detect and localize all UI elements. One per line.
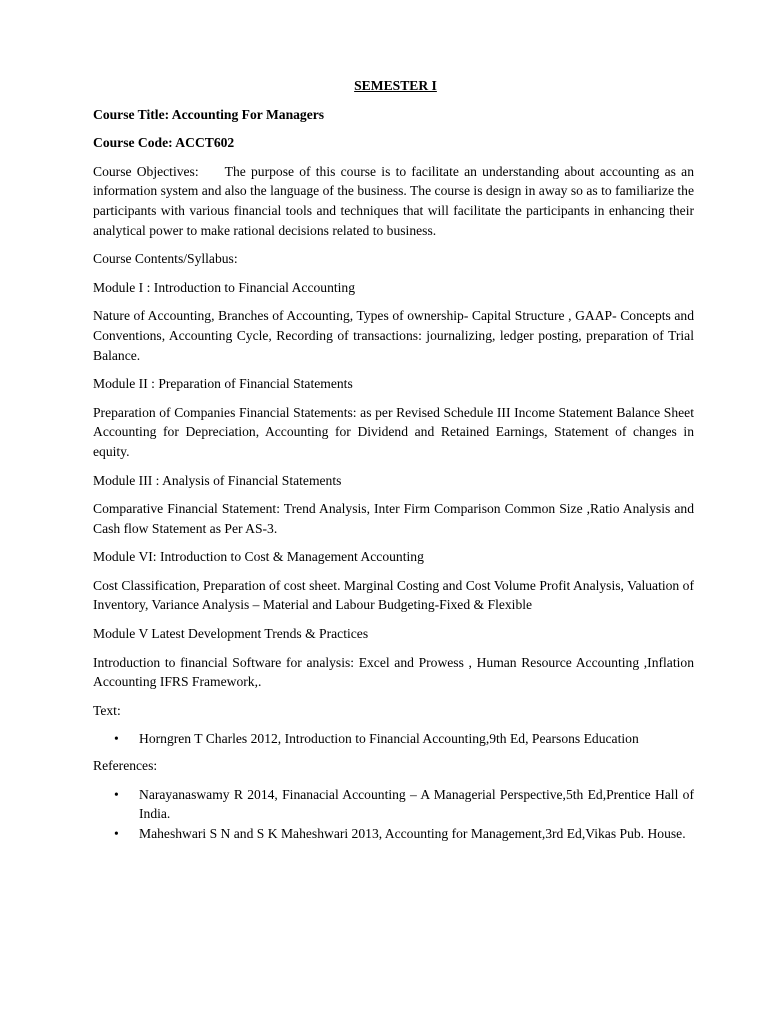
list-item-text: Narayanaswamy R 2014, Finanacial Accounting – A Managerial Perspective,5th Ed,Prentice Hall of India. bbox=[139, 786, 694, 822]
list-item bbox=[93, 824, 694, 844]
semester-heading: SEMESTER I bbox=[354, 78, 437, 93]
list-item bbox=[93, 785, 694, 824]
module-content: Preparation of Companies Financial Statements: as per Revised Schedule III Income Statement Balance Sheet Accounting for Depreciation, Accounting for Dividend and Retained Earnings, Statement of changes in equity. bbox=[93, 404, 694, 459]
module-content: Introduction to financial Software for analysis: Excel and Prowess , Human Resource Accounting ,Inflation Accounting IFRS Framework,. bbox=[93, 654, 694, 690]
syllabus-heading: Course Contents/Syllabus: bbox=[93, 251, 238, 267]
module-title: Module II : Preparation of Financial Statements bbox=[93, 376, 353, 392]
module-title: Module I : Introduction to Financial Accounting bbox=[93, 279, 356, 295]
course-objectives bbox=[93, 162, 694, 240]
course-code: Course Code: ACCT602 bbox=[93, 135, 235, 151]
module-content: Comparative Financial Statement: Trend Analysis, Inter Firm Comparison Common Size ,Ratio Analysis and Cash flow Statement as Per AS-3. bbox=[93, 501, 694, 536]
objectives-label: Course Objectives: bbox=[93, 163, 199, 179]
module-content: Cost Classification, Preparation of cost sheet. Marginal Costing and Cost Volume Profit Analysis, Valuation of Inventory, Variance Analysis – Material and Labour Budgeting-Fixed & Flexible bbox=[93, 577, 694, 613]
text-list bbox=[93, 729, 694, 749]
objectives-text: The purpose of this course is to facilitate an understanding about accounting as an information system and also the language of the business. The course is design in away so as to familiarize the participants with various financial tools and techniques that will facilitate the participants in enhancing their analytical power to make rational decisions related to business. bbox=[93, 163, 694, 238]
module-content: Nature of Accounting, Branches of Accounting, Types of ownership- Capital Structure , GAAP- Concepts and Conventions, Accounting Cycle, Recording of transactions: journalizing, ledger posting, preparation of Trial Balance. bbox=[93, 308, 694, 363]
references-list bbox=[93, 785, 694, 844]
module-title: Module VI: Introduction to Cost & Management Accounting bbox=[93, 549, 424, 565]
list-item bbox=[93, 729, 694, 749]
list-item-text: Horngren T Charles 2012, Introduction to Financial Accounting,9th Ed, Pearsons Education bbox=[139, 731, 639, 747]
module-title: Module V Latest Development Trends & Practices bbox=[93, 626, 369, 642]
course-title: Course Title: Accounting For Managers bbox=[93, 106, 325, 122]
module-title: Module III : Analysis of Financial Statements bbox=[93, 472, 342, 488]
list-item-text: Maheshwari S N and S K Maheshwari 2013, Accounting for Management,3rd Ed,Vikas Pub. House. bbox=[139, 825, 686, 841]
references-heading: References: bbox=[93, 758, 158, 774]
bullet-icon: • bbox=[114, 786, 119, 802]
text-heading: Text: bbox=[93, 702, 121, 718]
bullet-icon: • bbox=[114, 731, 119, 747]
bullet-icon: • bbox=[114, 825, 119, 841]
